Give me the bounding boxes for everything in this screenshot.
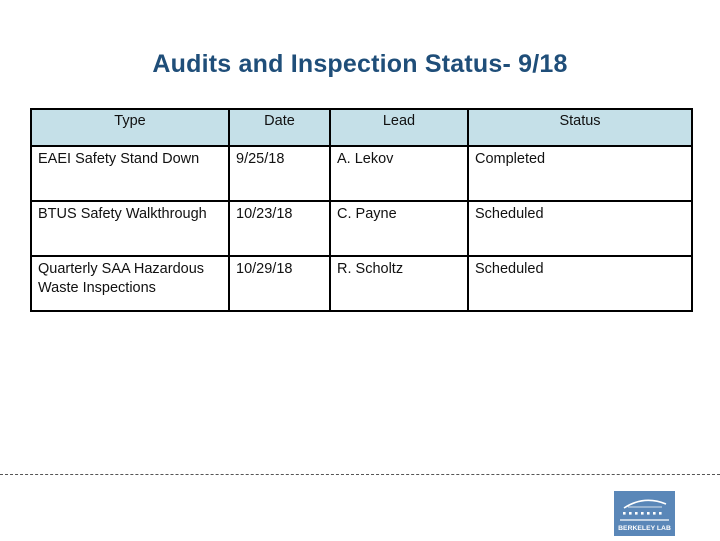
cell-type: EAEI Safety Stand Down xyxy=(31,146,229,201)
page-title: Audits and Inspection Status- 9/18 xyxy=(152,50,568,78)
logo-text: BERKELEY LAB xyxy=(618,525,671,532)
table-row xyxy=(31,256,692,311)
cell-type: BTUS Safety Walkthrough xyxy=(31,201,229,256)
column-header-lead: Lead xyxy=(330,109,468,146)
footer-divider xyxy=(0,474,720,475)
column-header-type: Type xyxy=(31,109,229,146)
table-row xyxy=(31,201,692,256)
cell-status: Scheduled xyxy=(468,256,692,311)
cell-type: Quarterly SAA Hazardous Waste Inspections xyxy=(31,256,229,311)
column-header-status: Status xyxy=(468,109,692,146)
cell-date: 10/29/18 xyxy=(229,256,330,311)
cell-status: Scheduled xyxy=(468,201,692,256)
column-header-date: Date xyxy=(229,109,330,146)
cell-date: 9/25/18 xyxy=(229,146,330,201)
table-row xyxy=(31,146,692,201)
audit-status-table xyxy=(30,108,693,312)
cell-lead: R. Scholtz xyxy=(330,256,468,311)
cell-status: Completed xyxy=(468,146,692,201)
berkeley-lab-logo-icon xyxy=(614,491,675,536)
berkeley-lab-logo xyxy=(614,491,675,536)
cell-lead: C. Payne xyxy=(330,201,468,256)
cell-date: 10/23/18 xyxy=(229,201,330,256)
table-header-row xyxy=(31,109,692,146)
cell-lead: A. Lekov xyxy=(330,146,468,201)
